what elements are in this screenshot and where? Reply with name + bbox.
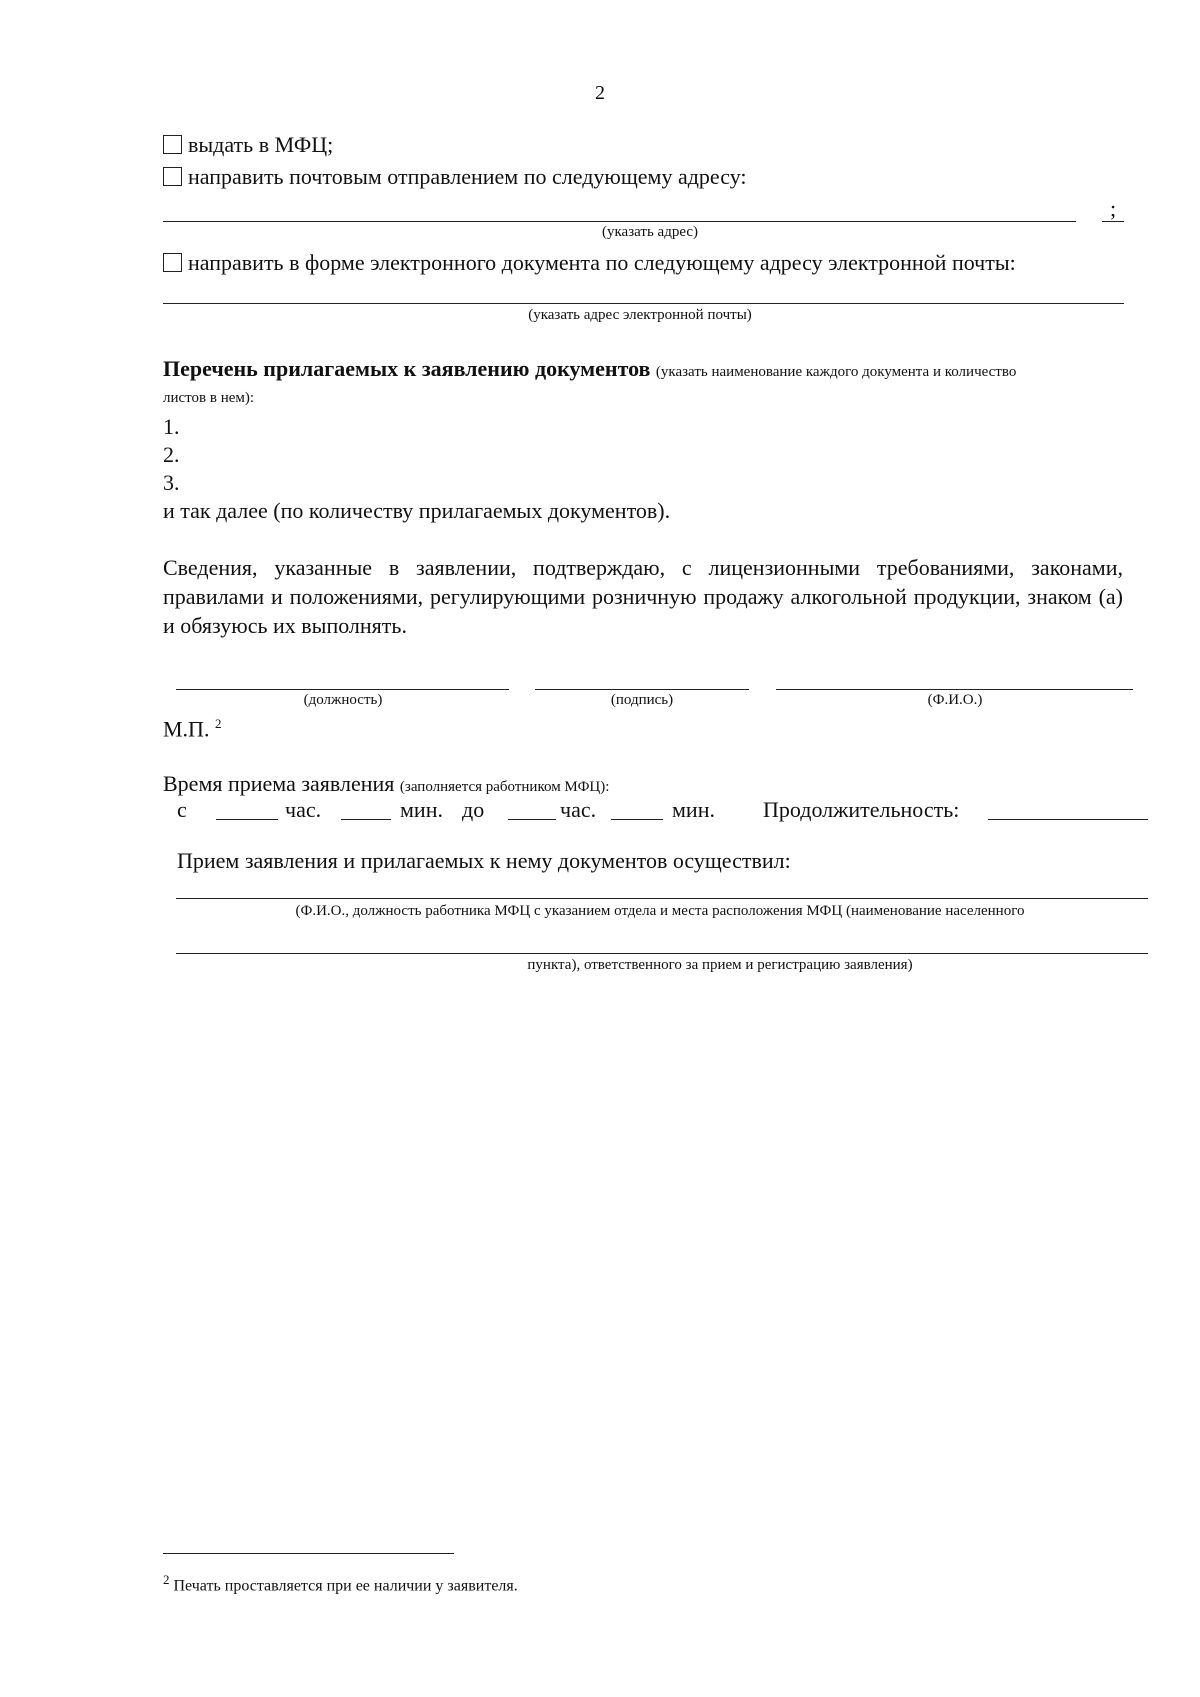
- position-line[interactable]: [176, 689, 509, 690]
- option-issue-at-mfc[interactable]: [163, 132, 333, 158]
- attachments-heading: Перечень прилагаемых к заявлению документов: [163, 356, 651, 381]
- attachment-item: 2.: [163, 442, 180, 467]
- option-send-by-post[interactable]: [163, 164, 747, 190]
- attachment-item: 3.: [163, 470, 180, 495]
- email-field-line[interactable]: [163, 303, 1124, 304]
- accepted-by-label: Прием заявления и прилагаемых к нему документов осуществил:: [177, 848, 791, 873]
- address-caption: (указать адрес): [601, 224, 699, 240]
- footnote-separator: [163, 1553, 454, 1554]
- attachments-etc: и так далее (по количеству прилагаемых документов).: [163, 498, 671, 523]
- time-to-label: до: [462, 797, 485, 822]
- confirmation-text: Сведения, указанные в заявлении, подтверждаю, с лицензионными требованиями, законами, правилами и положениями, регулирующими розничную продажу алкогольной продукции, знаком (а) и обязуюсь их выполнять.: [163, 555, 1123, 638]
- minutes-label: мин.: [400, 797, 443, 822]
- attachments-heading-note: (указать наименование каждого документа и количество: [655, 364, 1017, 380]
- address-terminator-line: [1102, 221, 1124, 222]
- name-line[interactable]: [776, 689, 1133, 690]
- signature-caption: (подпись): [610, 692, 674, 708]
- attachments-heading-note-cont: листов в нем):: [163, 390, 255, 406]
- attachment-item: 1.: [163, 414, 180, 439]
- stamp-label: [163, 716, 221, 742]
- option-label: направить в форме электронного документа по следующему адресу электронной почты:: [188, 250, 1016, 275]
- option-label: направить почтовым отправлением по следующему адресу:: [188, 164, 747, 189]
- page-number: 2: [595, 82, 605, 104]
- to-minutes-field[interactable]: [611, 801, 663, 820]
- footnote-number: 2: [163, 1572, 170, 1587]
- stamp-footnote-ref: 2: [214, 716, 222, 731]
- name-caption: (Ф.И.О.): [927, 692, 983, 708]
- from-hours-field[interactable]: [216, 801, 278, 820]
- stamp-text: М.П.: [163, 716, 210, 742]
- duration-field[interactable]: [988, 801, 1148, 820]
- signature-line[interactable]: [535, 689, 749, 690]
- email-caption: (указать адрес электронной почты): [528, 307, 752, 323]
- checkbox-icon[interactable]: [163, 253, 182, 272]
- hours-label: час.: [560, 797, 597, 822]
- option-label: выдать в МФЦ;: [188, 132, 334, 157]
- time-from-label: с: [177, 797, 187, 822]
- duration-label: Продолжительность:: [763, 797, 960, 822]
- reception-time-heading: [163, 771, 609, 797]
- accepted-by-line-2[interactable]: [176, 953, 1148, 954]
- checkbox-icon[interactable]: [163, 167, 182, 186]
- minutes-label: мин.: [672, 797, 715, 822]
- position-caption: (должность): [303, 692, 383, 708]
- footnote: [163, 1572, 518, 1595]
- checkbox-icon[interactable]: [163, 135, 182, 154]
- attachments-heading-block: [163, 356, 1016, 382]
- reception-time-label: Время приема заявления: [163, 771, 395, 796]
- reception-time-note: (заполняется работником МФЦ):: [399, 779, 610, 795]
- option-send-by-email[interactable]: [163, 250, 1016, 276]
- footnote-text: Печать проставляется при ее наличии у заявителя.: [173, 1577, 518, 1595]
- to-hours-field[interactable]: [508, 801, 556, 820]
- accepted-by-line-1[interactable]: [176, 898, 1148, 899]
- address-terminator: ;: [1110, 196, 1117, 221]
- address-field-line[interactable]: [163, 221, 1076, 222]
- accepted-by-caption-2: пункта), ответственного за прием и регистрацию заявления): [527, 957, 913, 973]
- accepted-by-caption-1: (Ф.И.О., должность работника МФЦ с указанием отдела и места расположения МФЦ (наименование населенного: [295, 903, 1025, 919]
- from-minutes-field[interactable]: [341, 801, 391, 820]
- hours-label: час.: [285, 797, 322, 822]
